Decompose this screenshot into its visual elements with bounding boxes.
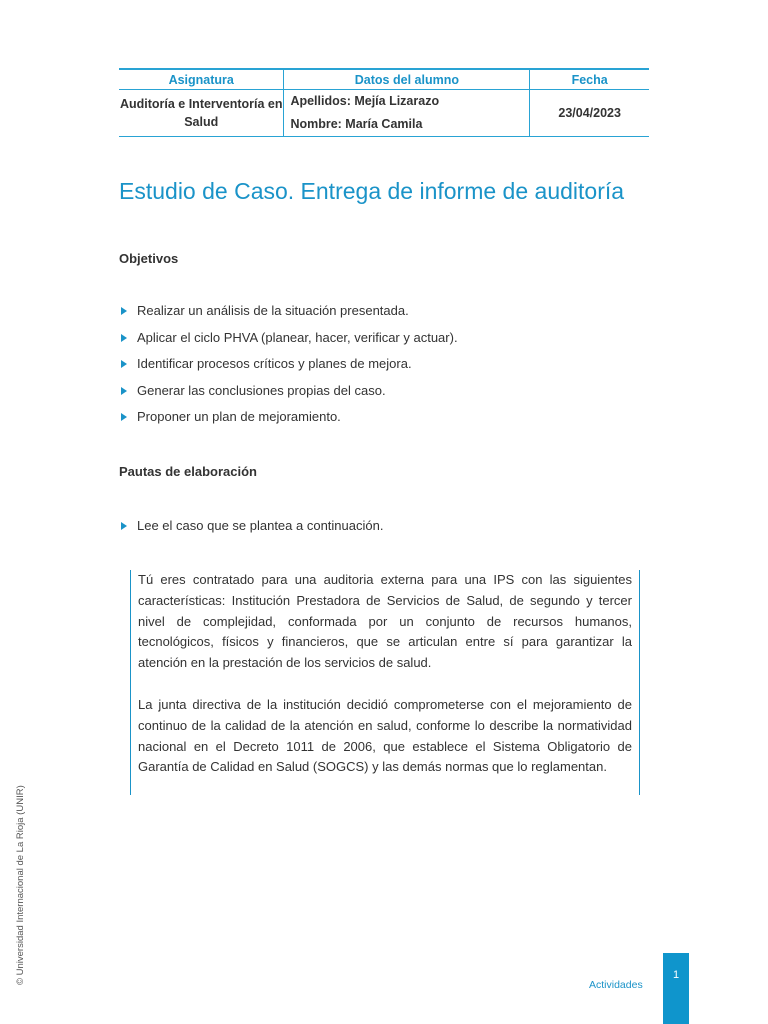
- guidelines-list: [119, 513, 383, 540]
- triangle-bullet-icon: [121, 387, 127, 395]
- subject-cell: [119, 90, 284, 137]
- case-paragraph: La junta directiva de la institución decidió comprometerse con el mejoramiento de continuo de la calidad de la atención en salud, conforme lo describe la normatividad nacional en el Decreto 1011 de 2006, que establece el Sistema Obligatorio de Garantía de Calidad en Salud (SOGCS) y las demás normas que lo reglamentan.: [138, 696, 632, 775]
- objective-text: Realizar un análisis de la situación presentada.: [137, 303, 409, 318]
- submission-date: 23/04/2023: [558, 106, 621, 120]
- objective-text: Aplicar el ciclo PHVA (planear, hacer, verificar y actuar).: [137, 329, 458, 345]
- header-table: [119, 68, 649, 137]
- footer-section-label: Actividades: [589, 979, 643, 991]
- header-table-row: [119, 90, 649, 137]
- objective-text: Identificar procesos críticos y planes de mejora.: [137, 356, 412, 372]
- list-item: [119, 351, 458, 378]
- list-item: [119, 404, 458, 431]
- copyright-notice: © Universidad Internacional de La Rioja (UNIR): [15, 785, 26, 985]
- triangle-bullet-icon: [121, 307, 127, 315]
- subject-name: Auditoría e Interventoría en Salud: [119, 97, 283, 129]
- case-paragraph: Tú eres contratado para una auditoria externa para una IPS con las siguientes características: Institución Prestadora de Servicios de Salud, de segundo y tercer nivel de complejidad, conformada por un conjunto de recursos humanos, tecnológicos, físicos y financieros, que se articulan entre sí para garantizar la atención en la prestación de los servicios de salud.: [138, 572, 632, 671]
- list-item: [119, 378, 458, 405]
- list-item: [119, 513, 383, 540]
- page-number-tab: [663, 953, 689, 1024]
- list-item: [119, 298, 458, 325]
- triangle-bullet-icon: [121, 413, 127, 421]
- student-surnames: Apellidos: Mejía Lizarazo: [290, 94, 440, 108]
- case-text-box: [130, 570, 640, 795]
- date-cell: [530, 90, 649, 137]
- objective-text: Proponer un plan de mejoramiento.: [137, 409, 341, 425]
- student-name: Nombre: María Camila: [290, 117, 423, 131]
- page-title: Estudio de Caso. Entrega de informe de auditoría: [119, 178, 625, 204]
- column-header-student: Datos del alumno: [284, 69, 530, 90]
- column-header-subject: Asignatura: [119, 69, 284, 90]
- triangle-bullet-icon: [121, 522, 127, 530]
- guidelines-heading: Pautas de elaboración: [119, 464, 257, 479]
- triangle-bullet-icon: [121, 334, 127, 342]
- header-table-head-row: [119, 69, 649, 90]
- list-item: [119, 325, 458, 352]
- objective-text: Generar las conclusiones propias del caso.: [137, 382, 386, 398]
- objectives-list: [119, 298, 458, 431]
- student-cell: [284, 90, 530, 137]
- page-number: 1: [672, 969, 680, 981]
- objectives-heading: Objetivos: [119, 251, 179, 266]
- triangle-bullet-icon: [121, 360, 127, 368]
- column-header-date: Fecha: [530, 69, 649, 90]
- guideline-text: Lee el caso que se plantea a continuación.: [137, 518, 384, 533]
